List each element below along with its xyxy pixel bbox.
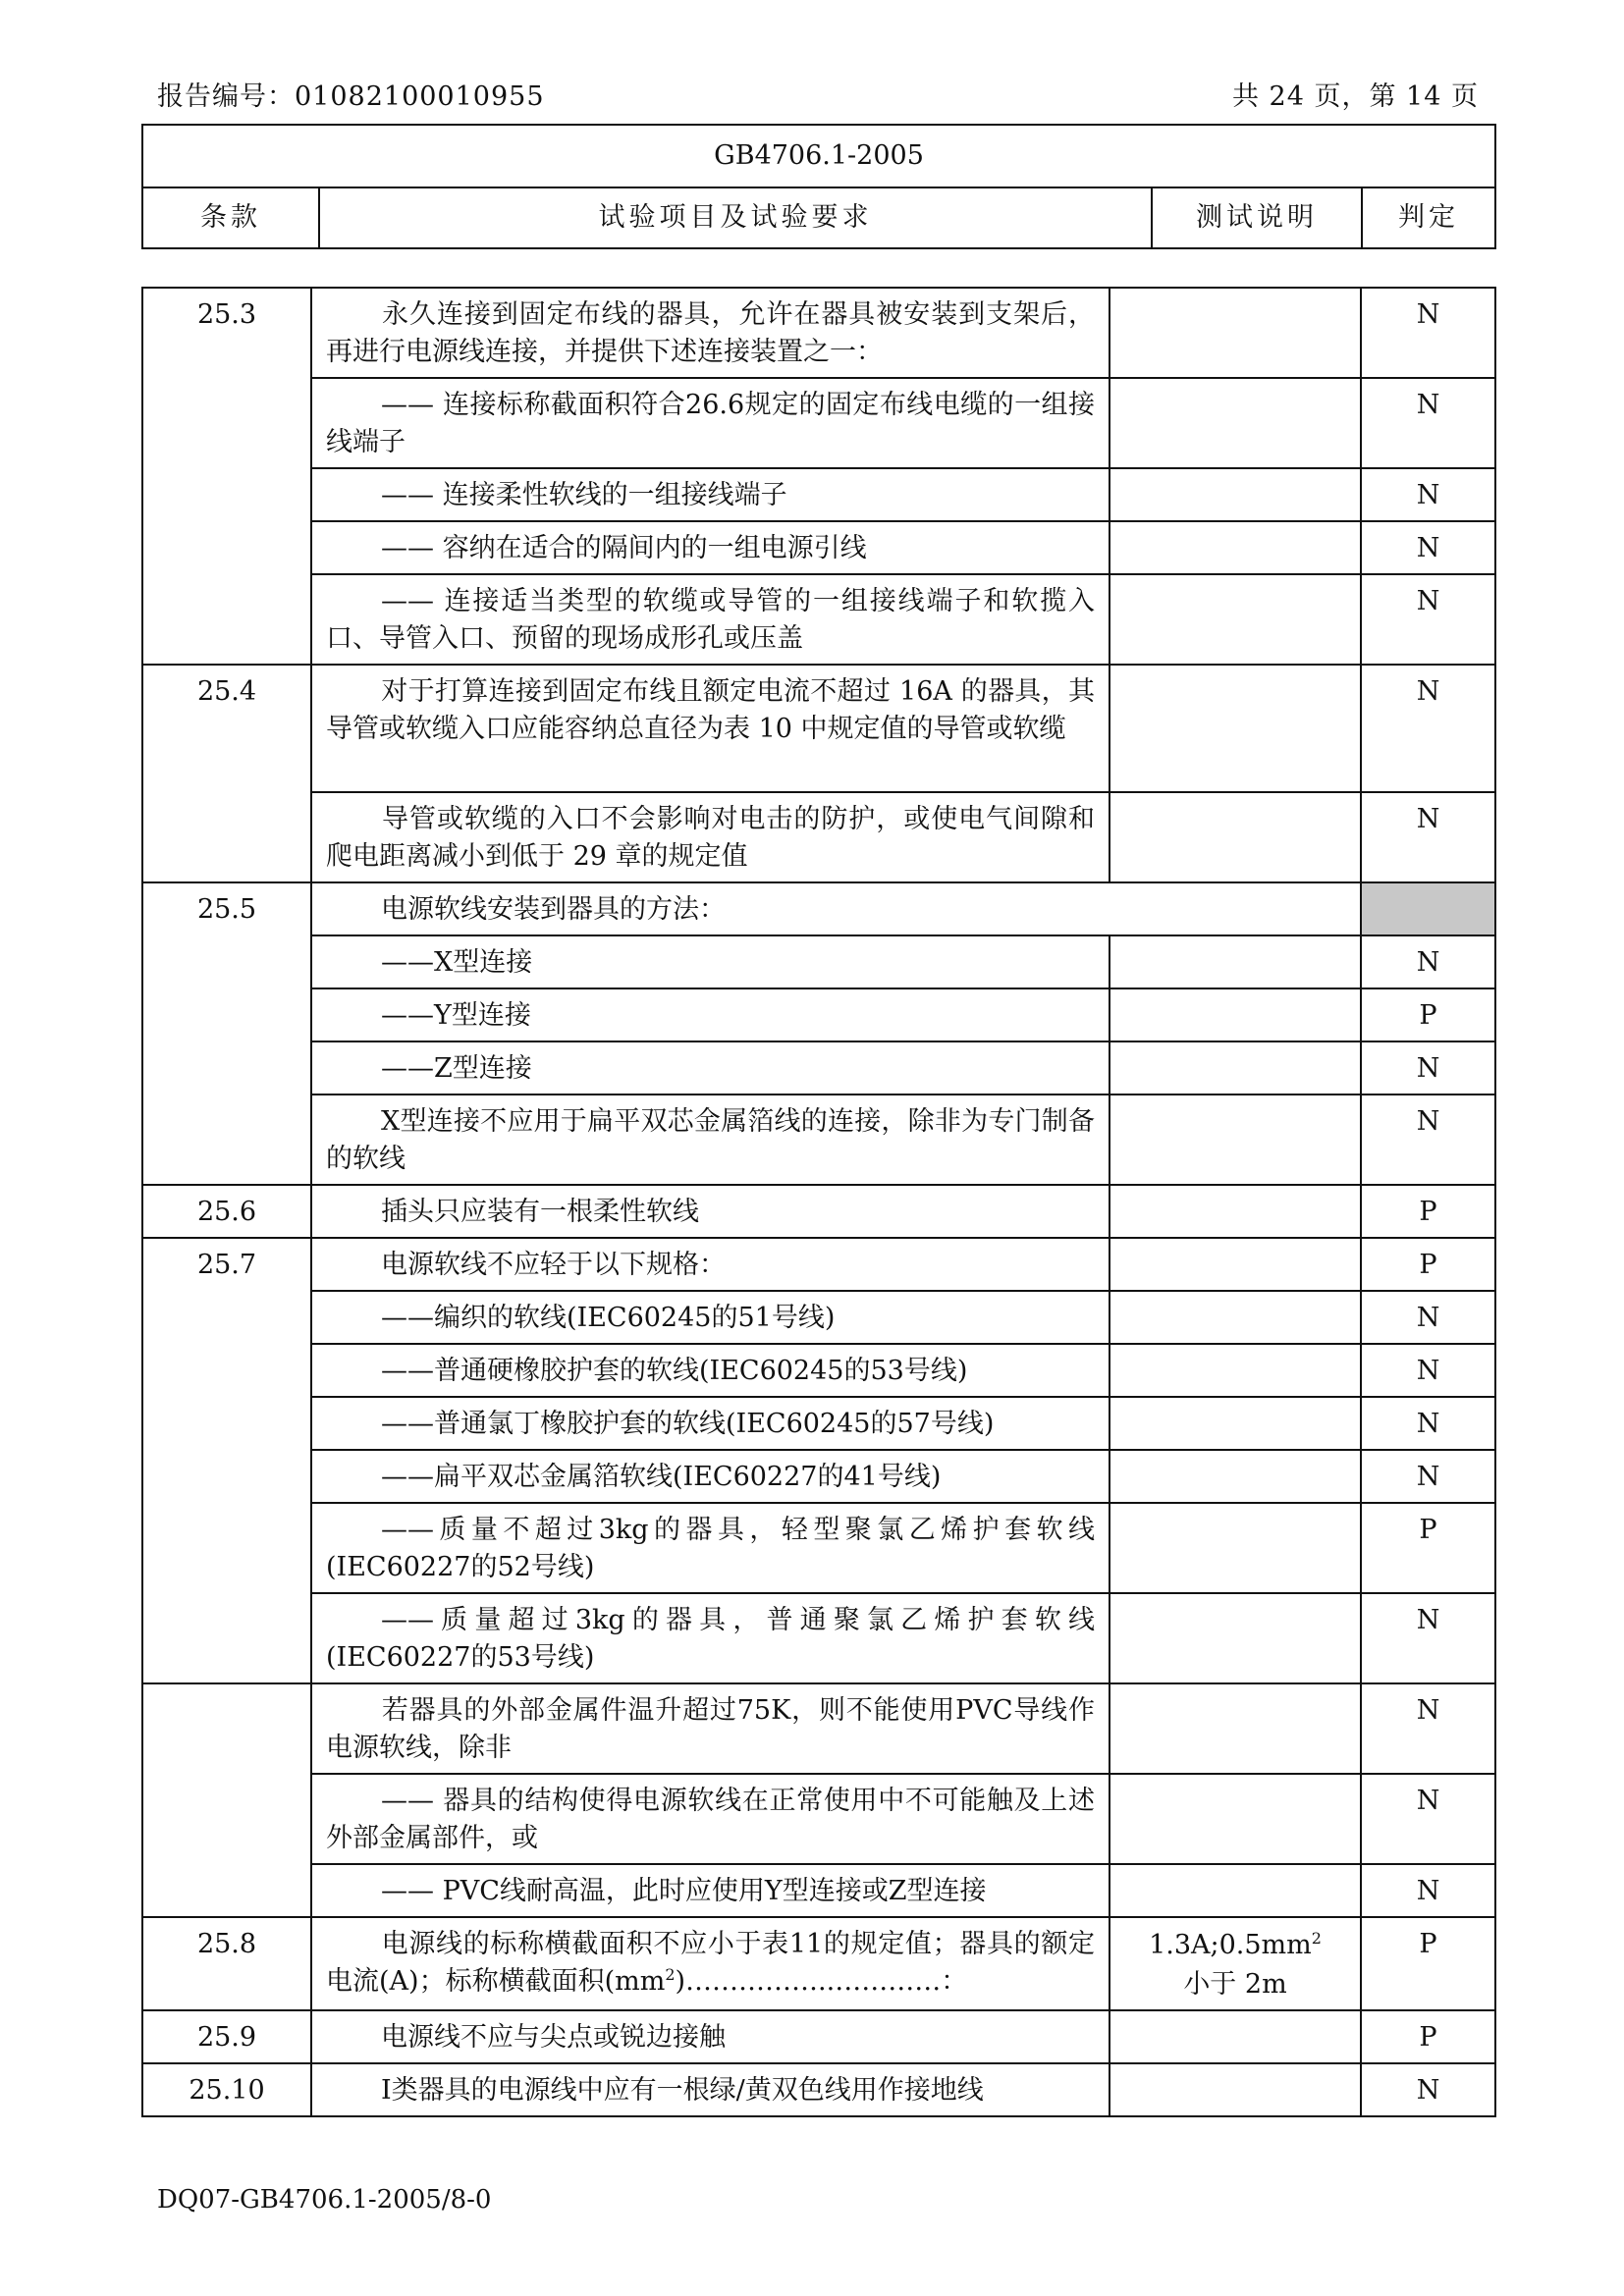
test-note: [1110, 1503, 1361, 1593]
verdict: N: [1361, 468, 1495, 521]
requirement-text: 若器具的外部金属件温升超过75K，则不能使用PVC导线作电源软线，除非: [311, 1683, 1110, 1774]
requirement-text: 插头只应装有一根柔性软线: [311, 1185, 1110, 1238]
test-note: [1110, 1095, 1361, 1185]
test-note: [1110, 574, 1361, 665]
test-note: [1110, 2063, 1361, 2116]
table-row: [142, 1503, 1495, 1593]
test-note: [1110, 1683, 1361, 1774]
table-row: [142, 1344, 1495, 1397]
requirement-text: 导管或软缆的入口不会影响对电击的防护，或使电气间隙和爬电距离减小到低于 29 章的规定值: [311, 792, 1110, 882]
requirement-text: ——X型连接: [311, 935, 1110, 988]
table-row: [142, 882, 1495, 935]
test-note: [1110, 1185, 1361, 1238]
verdict: N: [1361, 1095, 1495, 1185]
requirement-text: 电源软线不应轻于以下规格：: [311, 1238, 1110, 1291]
table-row: [142, 1291, 1495, 1344]
verdict: P: [1361, 2010, 1495, 2063]
clause-number: 25.4: [142, 665, 311, 882]
requirement-text: —— 器具的结构使得电源软线在正常使用中不可能触及上述外部金属部件，或: [311, 1774, 1110, 1864]
table-row: [142, 1095, 1495, 1185]
requirement-text: 电源线不应与尖点或锐边接触: [311, 2010, 1110, 2063]
requirement-text: —— PVC线耐高温，此时应使用Y型连接或Z型连接: [311, 1864, 1110, 1917]
verdict: N: [1361, 1041, 1495, 1095]
verdict: N: [1361, 1774, 1495, 1864]
requirement-text: 电源软线安装到器具的方法：: [311, 882, 1361, 935]
verdict: N: [1361, 665, 1495, 792]
test-note: [1110, 1774, 1361, 1864]
verdict: N: [1361, 1397, 1495, 1450]
test-note: [1110, 521, 1361, 574]
verdict: N: [1361, 1344, 1495, 1397]
table-row: [142, 1864, 1495, 1917]
test-note: [1110, 1291, 1361, 1344]
verdict: N: [1361, 792, 1495, 882]
verdict: N: [1361, 378, 1495, 468]
test-note: [1110, 468, 1361, 521]
verdict: N: [1361, 521, 1495, 574]
verdict-shaded: [1361, 882, 1495, 935]
test-note: [1110, 1593, 1361, 1683]
table-row: [142, 792, 1495, 882]
test-note: [1110, 378, 1361, 468]
requirement-text: 电源线的标称横截面积不应小于表11的规定值；器具的额定电流(A)；标称横截面积$(mm^2)\dots\dots\dots\dots\dots..\dots\dots\dots\dots$：: [311, 1917, 1110, 2010]
requirement-text: ——Z型连接: [311, 1041, 1110, 1095]
clause-table: [141, 287, 1496, 2117]
col-header-requirement: 试验项目及试验要求: [319, 187, 1152, 248]
table-row: [142, 988, 1495, 1041]
table-row: [142, 521, 1495, 574]
table-row: [142, 1917, 1495, 2010]
verdict: N: [1361, 1450, 1495, 1503]
test-note: [1110, 1397, 1361, 1450]
verdict: N: [1361, 288, 1495, 378]
col-header-test-note: 测试说明: [1152, 187, 1362, 248]
test-note: [1110, 988, 1361, 1041]
table-row: [142, 468, 1495, 521]
requirement-text: 永久连接到固定布线的器具，允许在器具被安装到支架后，再进行电源线连接，并提供下述连接装置之一：: [311, 288, 1110, 378]
requirement-text: ——质量不超过3kg的器具，轻型聚氯乙烯护套软线(IEC60227的52号线): [311, 1503, 1110, 1593]
table-row: [142, 378, 1495, 468]
clause-number: 25.7: [142, 1238, 311, 1683]
test-note: [1110, 1450, 1361, 1503]
table-row: [142, 1450, 1495, 1503]
requirement-text: ——编织的软线(IEC60245的51号线): [311, 1291, 1110, 1344]
requirement-text: Ⅰ类器具的电源线中应有一根绿/黄双色线用作接地线: [311, 2063, 1110, 2116]
clause-number: 25.10: [142, 2063, 311, 2116]
verdict: P: [1361, 988, 1495, 1041]
col-header-clause: 条款: [142, 187, 319, 248]
verdict: P: [1361, 1503, 1495, 1593]
test-note: [1110, 935, 1361, 988]
verdict: P: [1361, 1238, 1495, 1291]
table-row: [142, 2010, 1495, 2063]
table-row: [142, 1041, 1495, 1095]
verdict: N: [1361, 2063, 1495, 2116]
test-note: [1110, 1344, 1361, 1397]
verdict: N: [1361, 1593, 1495, 1683]
table-row: [142, 574, 1495, 665]
requirement-text: ——普通氯丁橡胶护套的软线(IEC60245的57号线): [311, 1397, 1110, 1450]
verdict: N: [1361, 1291, 1495, 1344]
clause-number-empty: [142, 1683, 311, 1917]
verdict: N: [1361, 1864, 1495, 1917]
requirement-text: 对于打算连接到固定布线且额定电流不超过 16A 的器具，其导管或软缆入口应能容纳总直径为表 10 中规定值的导管或软缆: [311, 665, 1110, 792]
requirement-text: ——Y型连接: [311, 988, 1110, 1041]
superscript: 2: [1311, 1929, 1322, 1948]
test-note: [1110, 2010, 1361, 2063]
header-table: [141, 124, 1496, 249]
requirement-text: ——普通硬橡胶护套的软线(IEC60245的53号线): [311, 1344, 1110, 1397]
test-note: [1110, 792, 1361, 882]
requirement-text: —— 连接柔性软线的一组接线端子: [311, 468, 1110, 521]
clause-number: 25.3: [142, 288, 311, 665]
verdict: P: [1361, 1917, 1495, 2010]
table-row: [142, 665, 1495, 792]
test-note-line2: 小于 2m: [1183, 1969, 1287, 2000]
superscript: 2: [665, 1965, 676, 1984]
requirement-text: —— 连接标称截面积符合26.6规定的固定布线电缆的一组接线端子: [311, 378, 1110, 468]
table-row: [142, 935, 1495, 988]
verdict: N: [1361, 574, 1495, 665]
requirement-text: ——质量超过3kg的器具，普通聚氯乙烯护套软线(IEC60227的53号线): [311, 1593, 1110, 1683]
test-note: [1110, 1238, 1361, 1291]
table-row: [142, 1593, 1495, 1683]
requirement-text: X型连接不应用于扁平双芯金属箔线的连接，除非为专门制备的软线: [311, 1095, 1110, 1185]
clause-number: 25.6: [142, 1185, 311, 1238]
requirement-text: —— 连接适当类型的软缆或导管的一组接线端子和软揽入口、导管入口、预留的现场成形孔或压盖: [311, 574, 1110, 665]
clause-number: 25.9: [142, 2010, 311, 2063]
verdict: N: [1361, 1683, 1495, 1774]
document-code: DQ07-GB4706.1-2005/8-0: [157, 2185, 492, 2215]
table-row: [142, 288, 1495, 378]
test-note: [1110, 1864, 1361, 1917]
clause-number: 25.8: [142, 1917, 311, 2010]
table-row: [142, 1683, 1495, 1774]
test-note: $1.3A;0.5mm^2$ 小于 2m: [1110, 1917, 1361, 2010]
requirement-text: ——扁平双芯金属箔软线(IEC60227的41号线): [311, 1450, 1110, 1503]
table-row: [142, 1238, 1495, 1291]
verdict: N: [1361, 935, 1495, 988]
table-row: [142, 1185, 1495, 1238]
page-info: 共 24 页，第 14 页: [1231, 81, 1479, 112]
requirement-text: —— 容纳在适合的隔间内的一组电源引线: [311, 521, 1110, 574]
report-number: 报告编号：01082100010955: [157, 81, 545, 112]
table-row: [142, 1397, 1495, 1450]
table-row: [142, 2063, 1495, 2116]
clause-number: 25.5: [142, 882, 311, 1185]
test-note: [1110, 665, 1361, 792]
table-row: [142, 1774, 1495, 1864]
col-header-verdict: 判定: [1362, 187, 1495, 248]
standard-title: GB4706.1-2005: [142, 125, 1495, 187]
test-note: [1110, 288, 1361, 378]
verdict: P: [1361, 1185, 1495, 1238]
test-note: [1110, 1041, 1361, 1095]
